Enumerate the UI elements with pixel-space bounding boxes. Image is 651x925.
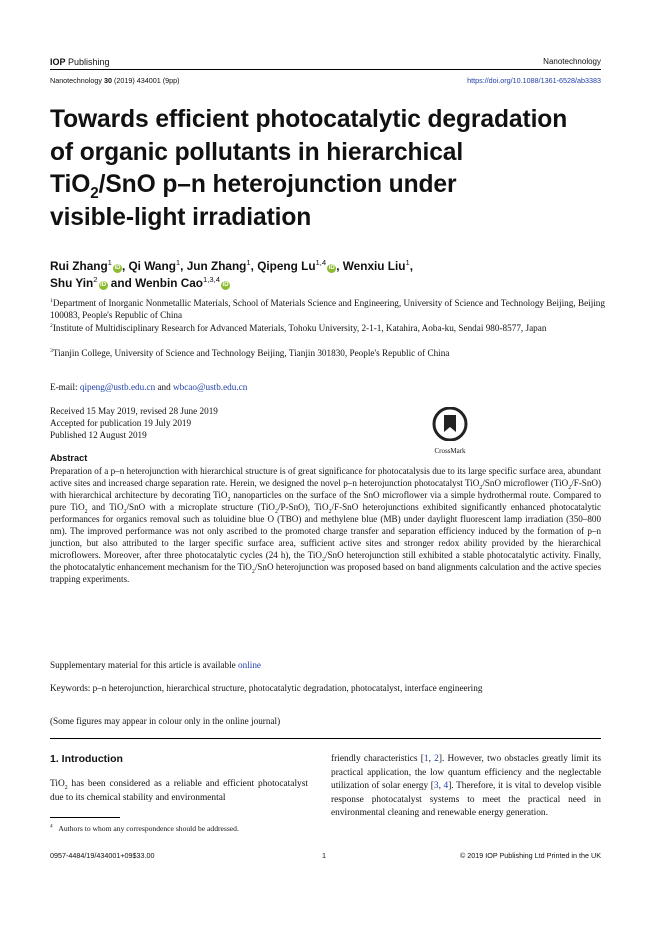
publication-dates: Received 15 May 2019, revised 28 June 2019 Accepted for publication 19 July 2019 Published 12 August 2019	[50, 406, 218, 440]
email-link-1[interactable]: qipeng@ustb.edu.cn	[79, 382, 156, 392]
author-name: Wenbin Cao	[135, 276, 204, 290]
citation: Nanotechnology 30 (2019) 434001 (9pp)	[50, 76, 180, 85]
orcid-icon[interactable]: iD	[100, 282, 107, 288]
author-affiliation-marker: 1	[175, 258, 181, 268]
author-affiliation-marker: 1,3,4	[203, 275, 221, 285]
author-separator: ,	[121, 259, 129, 273]
crossmark-label: CrossMark	[434, 447, 466, 455]
affiliation-3: $^3$Tianjin College, University of Science and Technology Beijing, Tianjin 301830, People's Republic of China	[50, 347, 450, 358]
issn-line: 0957-4484/19/434001+09$33.00	[50, 851, 155, 860]
abstract-heading: Abstract	[50, 453, 88, 463]
author-name: Shu Yin	[50, 276, 94, 290]
ref-link-3[interactable]: 3	[433, 781, 439, 792]
journal-name: Nanotechnology	[543, 57, 601, 66]
email-link-2[interactable]: wbcao@ustb.edu.cn	[173, 382, 248, 392]
author-affiliation-marker: 1	[246, 258, 251, 268]
affiliation-1: $^1$Department of Inorganic Nonmetallic Materials, School of Materials Science and Engineering, University of Science and Technology Beijing, Beijing 100083, People's Republic of China	[50, 297, 605, 320]
author-separator: ,	[409, 259, 413, 273]
ref-link-1[interactable]: 1	[423, 754, 429, 764]
supplementary-link[interactable]: online	[238, 660, 261, 670]
doi-link[interactable]: https://doi.org/10.1088/1361-6528/ab3383	[467, 76, 601, 85]
crossmark-badge[interactable]	[432, 407, 468, 455]
author-separator: ,	[336, 259, 343, 273]
author-separator: ,	[250, 259, 258, 273]
intro-heading: 1. Introduction	[50, 753, 123, 765]
ref-link-4[interactable]: 4	[443, 781, 449, 792]
header-rule	[50, 69, 601, 70]
author-name: Qipeng Lu	[257, 259, 316, 273]
author-name: Jun Zhang	[186, 259, 247, 273]
email-line: E-mail: qipeng@ustb.edu.cn and wbcao@ustb.edu.cn	[50, 382, 248, 392]
orcid-icon[interactable]: iD	[328, 265, 335, 271]
article-title: Towards efficient photocatalytic degradation of organic pollutants in hierarchical TiO$_2$/SnO p–n heterojunction under visible-light irradiation	[50, 106, 568, 231]
crossmark-icon	[432, 407, 468, 441]
author-affiliation-marker: 2	[93, 275, 98, 285]
intro-right-column: friendly characteristics [1, 2]. However, two obstacles greatly limit its practical application, the low quantum efficiency and the neglectable utilization of solar energy [3, 4]. Therefore, it is vital to develop visible response photocatalyst systems to meet the practical need in environmental cleaning and renewable energy generation.	[331, 754, 601, 819]
author-name: Wenxiu Liu	[342, 259, 406, 273]
intro-left-column: TiO$_2$ has been considered as a reliable and efficient photocatalyst due to its chemical stability and environmental	[50, 779, 308, 803]
author-name: Rui Zhang	[50, 259, 108, 273]
footnote: $^4$ Authors to whom any correspondence should be addressed.	[50, 823, 239, 833]
abstract-body: Preparation of a p–n heterojunction with hierarchical structure is of great significance for photocatalysis due to its large specific surface area, abundant active sites and increased charge separation rate. Herein, we designed the novel p–n heterojunction photocatalyst TiO$_2$/SnO microflower (TiO$_2$/F-SnO) with hierarchical architecture by decorating TiO$_2$ nanoparticles on the surface of the SnO microflower via a simple hydrothermal route. Compared to pure TiO$_2$ and TiO$_2$/SnO with a microplate structure (TiO$_2$/P-SnO), TiO$_2$/F-SnO heterojunctions exhibited significantly enhanced photocatalytic performances for organics removal such as toluidine blue O (TBO) and methylene blue (MB) under daylight fluorescent lamp irradiation (350–800 nm). The improved performance was not only ascribed to the promoted charge transfer and separation efficiency induced by the formation of p–n junction, but also attributed to the larger specific surface area, sufficient active sites and stronger redox ability provided by the hierarchical microflowers. Moreover, after three photocatalytic cycles (24 h), the TiO$_2$/SnO heterojunction still exhibited a stable photocatalytic activity. Finally, the photocatalytic enhancement mechanism for the TiO$_2$/SnO heterojunction was proposed based on band alignments calculation and the active species trapping experiments.	[50, 466, 602, 584]
author-separator: and	[107, 276, 136, 290]
supplementary-note: Supplementary material for this article is available online	[50, 660, 261, 670]
keywords: Keywords: p–n heterojunction, hierarchical structure, photocatalytic degradation, photocatalyst, interface engineering	[50, 683, 483, 693]
publisher-logo: IOP Publishing	[50, 57, 110, 67]
page-number: 1	[322, 851, 326, 860]
author-affiliation-marker: 1	[107, 258, 112, 268]
orcid-icon[interactable]: iD	[114, 265, 121, 271]
author-separator: ,	[180, 259, 187, 273]
ref-link-2[interactable]: 2	[434, 754, 439, 764]
copyright: © 2019 IOP Publishing Ltd Printed in the UK	[459, 851, 601, 860]
colour-note: (Some figures may appear in colour only in the online journal)	[50, 716, 281, 726]
affiliation-2: $^2$Institute of Multidisciplinary Research for Advanced Materials, Tohoku University, 2-1-1, Katahira, Aoba-ku, Sendai 980-8577, Japan	[50, 322, 547, 333]
orcid-icon[interactable]: iD	[222, 282, 229, 288]
footnote-rule	[50, 817, 120, 818]
author-list	[50, 258, 610, 292]
author-affiliation-marker: 1,4	[315, 258, 327, 268]
section-rule	[50, 738, 601, 739]
author-name: Qi Wang	[128, 259, 176, 273]
author-affiliation-marker: 1	[405, 258, 410, 268]
